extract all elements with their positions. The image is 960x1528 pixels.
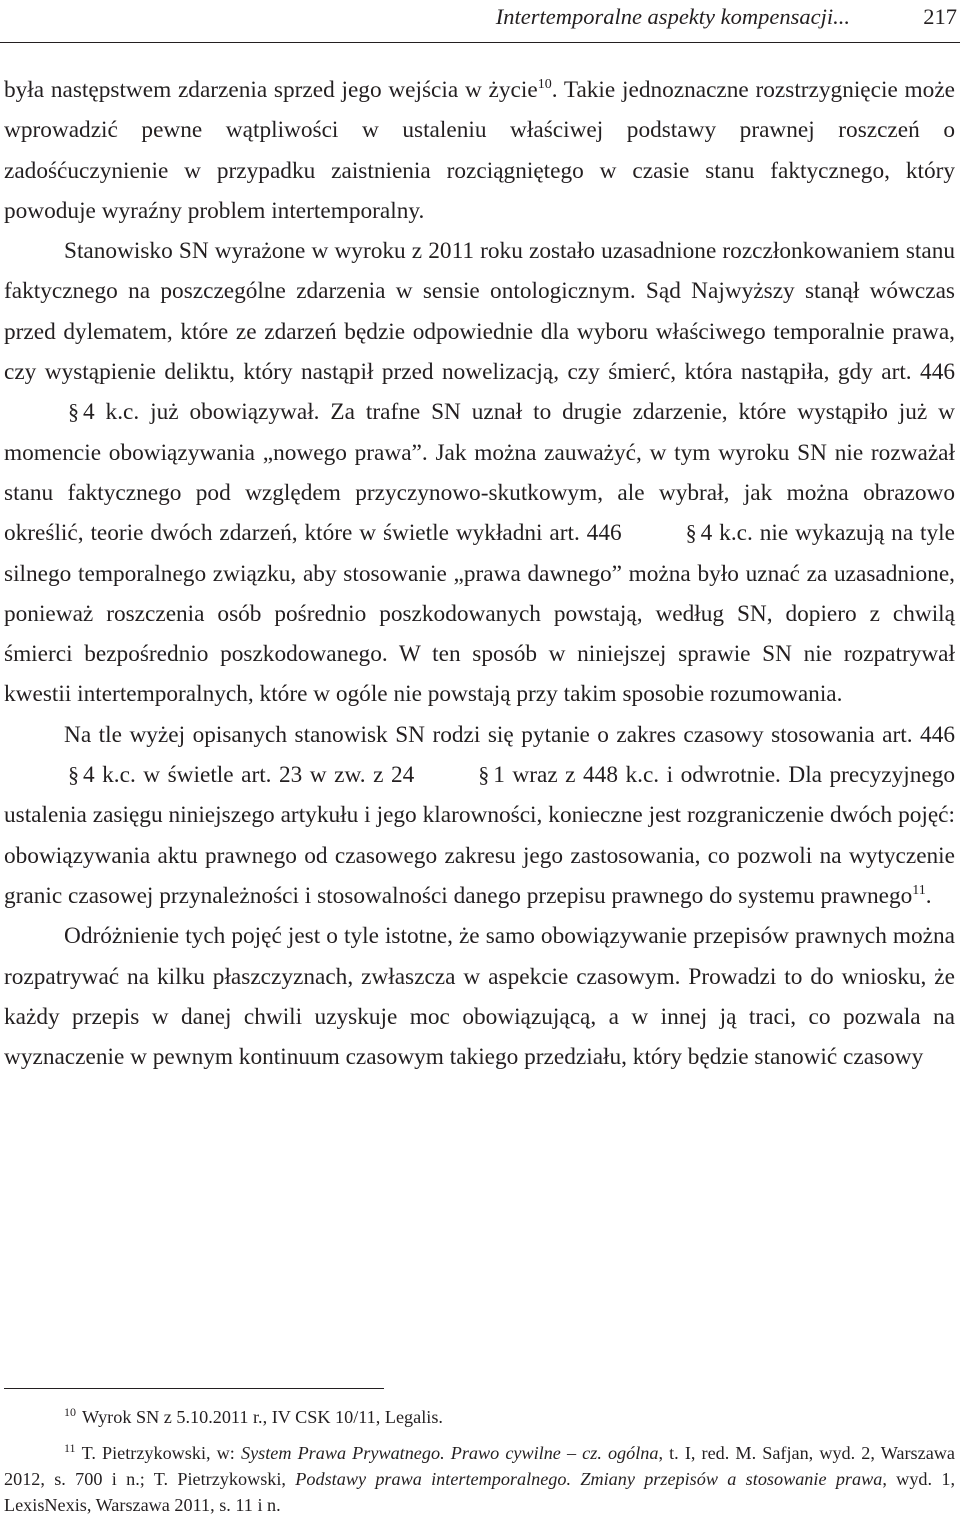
footnote-text: , wyd. 1, LexisNexis, Warszawa 2011, s. 11 i n. — [4, 1469, 955, 1515]
footnote-number: 11 — [64, 1441, 76, 1455]
paragraph-1-text-b: . Takie jednoznaczne rozstrzygnięcie może wprowadzić pewne wątpliwości w ustaleniu właściwej podstawy prawnej roszczeń o zadośćuczynienie w przypadku zaistnienia rozciągniętego w czasie stanu faktycznego, który powoduje wyraźny problem intertemporalny. — [4, 77, 956, 224]
footnote-ref-11: 11 — [912, 882, 926, 898]
paragraph-1-text-a: była następstwem zdarzenia sprzed jego wejścia w życie — [4, 77, 538, 103]
paragraph-4-text: Odróżnienie tych pojęć jest o tyle istotne, że samo obowiązywanie przepisów prawnych można rozpatrywać na kilku płaszczyznach, zwłaszcza w aspekcie czasowym. Prowadzi to do wniosku, że każdy przepis w danej chwili uzyskuje moc obowiązującą, a w innej ją traci, co pozwala na wyznaczenie w pewnym kontinuum czasowym takiego przedziału, który będzie stanowić czasowy — [4, 923, 955, 1071]
page-number: 217 — [923, 4, 957, 29]
running-header — [0, 0, 960, 43]
section-sign: § — [685, 520, 697, 546]
paragraph-3-text-d: . — [925, 882, 932, 909]
footnote-11 — [4, 1440, 955, 1518]
paragraph-4 — [4, 916, 955, 1077]
footnote-ref-10: 10 — [537, 77, 552, 92]
paragraph-2 — [4, 231, 955, 715]
main-text — [4, 70, 955, 1077]
footnote-text: Wyrok SN z 5.10.2011 r., IV CSK 10/11, Legalis. — [82, 1407, 443, 1427]
footnotes — [4, 1404, 955, 1528]
paragraph-3-text-a: Na tle wyżej opisanych stanowisk SN rodzi się pytanie o zakres czasowy stosowania art. 446 — [64, 721, 955, 748]
section-sign: § — [68, 762, 79, 788]
section-sign: § — [478, 762, 490, 788]
footnote-divider — [4, 1388, 384, 1389]
paragraph-3 — [4, 715, 955, 916]
footnote-text: , t. I, red. M. Safjan, wyd. 2, Warszawa 2012, s. 700 i n.; T. Pietrzykowski, — [4, 1443, 955, 1489]
footnote-text: T. Pietrzykowski, w: — [81, 1443, 241, 1463]
paragraph-2-text-c: 4 k.c. nie wykazują na tyle silnego temporalnego związku, aby stosowanie „prawa dawnego” można było uznać za uzasadnione, ponieważ roszczenia osób pośrednio poszkodowanych powstają, według SN, dopiero z chwilą śmierci bezpośrednio poszkodowanego. W ten sposób w niniejszej sprawie SN nie rozpatrywał kwestii intertemporalnych, które w ogóle nie powstają przy takim sposobie rozumowania. — [4, 520, 955, 708]
running-title: Intertemporalne aspekty kompensacji... — [495, 4, 850, 29]
section-sign: § — [68, 399, 79, 425]
footnote-book-title: System Prawa Prywatnego. Prawo cywilne – cz. ogólna — [240, 1443, 659, 1463]
paragraph-3-text-b: 4 k.c. w świetle art. 23 w zw. z 24 — [83, 762, 415, 789]
footnote-book-title: Podstawy prawa intertemporalnego. Zmiany przepisów a stosowanie prawa — [295, 1469, 883, 1489]
paragraph-1 — [4, 70, 955, 231]
footnote-10 — [4, 1404, 955, 1430]
footnote-number: 10 — [64, 1405, 76, 1419]
paragraph-3-text-c: 1 wraz z 448 k.c. i odwrotnie. Dla precyzyjnego ustalenia zasięgu niniejszego artykułu i jego klarowności, konieczne jest rozgraniczenie dwóch pojęć: obowiązywania aktu prawnego od czasowego zakresu jego zastosowania, co pozwoli na wytyczenie granic czasowej przynależności i stosowalności danego przepisu prawnego do systemu prawnego — [4, 762, 955, 909]
paragraph-2-text-a: Stanowisko SN wyrażone w wyroku z 2011 roku zostało uzasadnione rozczłonkowaniem stanu faktycznego na poszczególne zdarzenia w sensie ontologicznym. Sąd Najwyższy stanął wówczas przed dylematem, które ze zdarzeń będzie odpowiednie dla wyboru właściwego temporalnie prawa, czy wystąpienie deliktu, który nastąpił przed nowelizacją, czy śmierć, która nastąpiła, gdy art. 446 — [4, 238, 955, 386]
paragraph-2-text-b: 4 k.c. już obowiązywał. Za trafne SN uznał to drugie zdarzenie, które wystąpiło już w momencie obowiązywania „nowego prawa”. Jak można zauważyć, w tym wyroku SN nie rozważał stanu faktycznego pod względem przyczynowo-skutkowym, ale wybrał, jak można obrazowo określić, teorie dwóch zdarzeń, które w świetle wykładni art. 446 — [4, 399, 955, 547]
